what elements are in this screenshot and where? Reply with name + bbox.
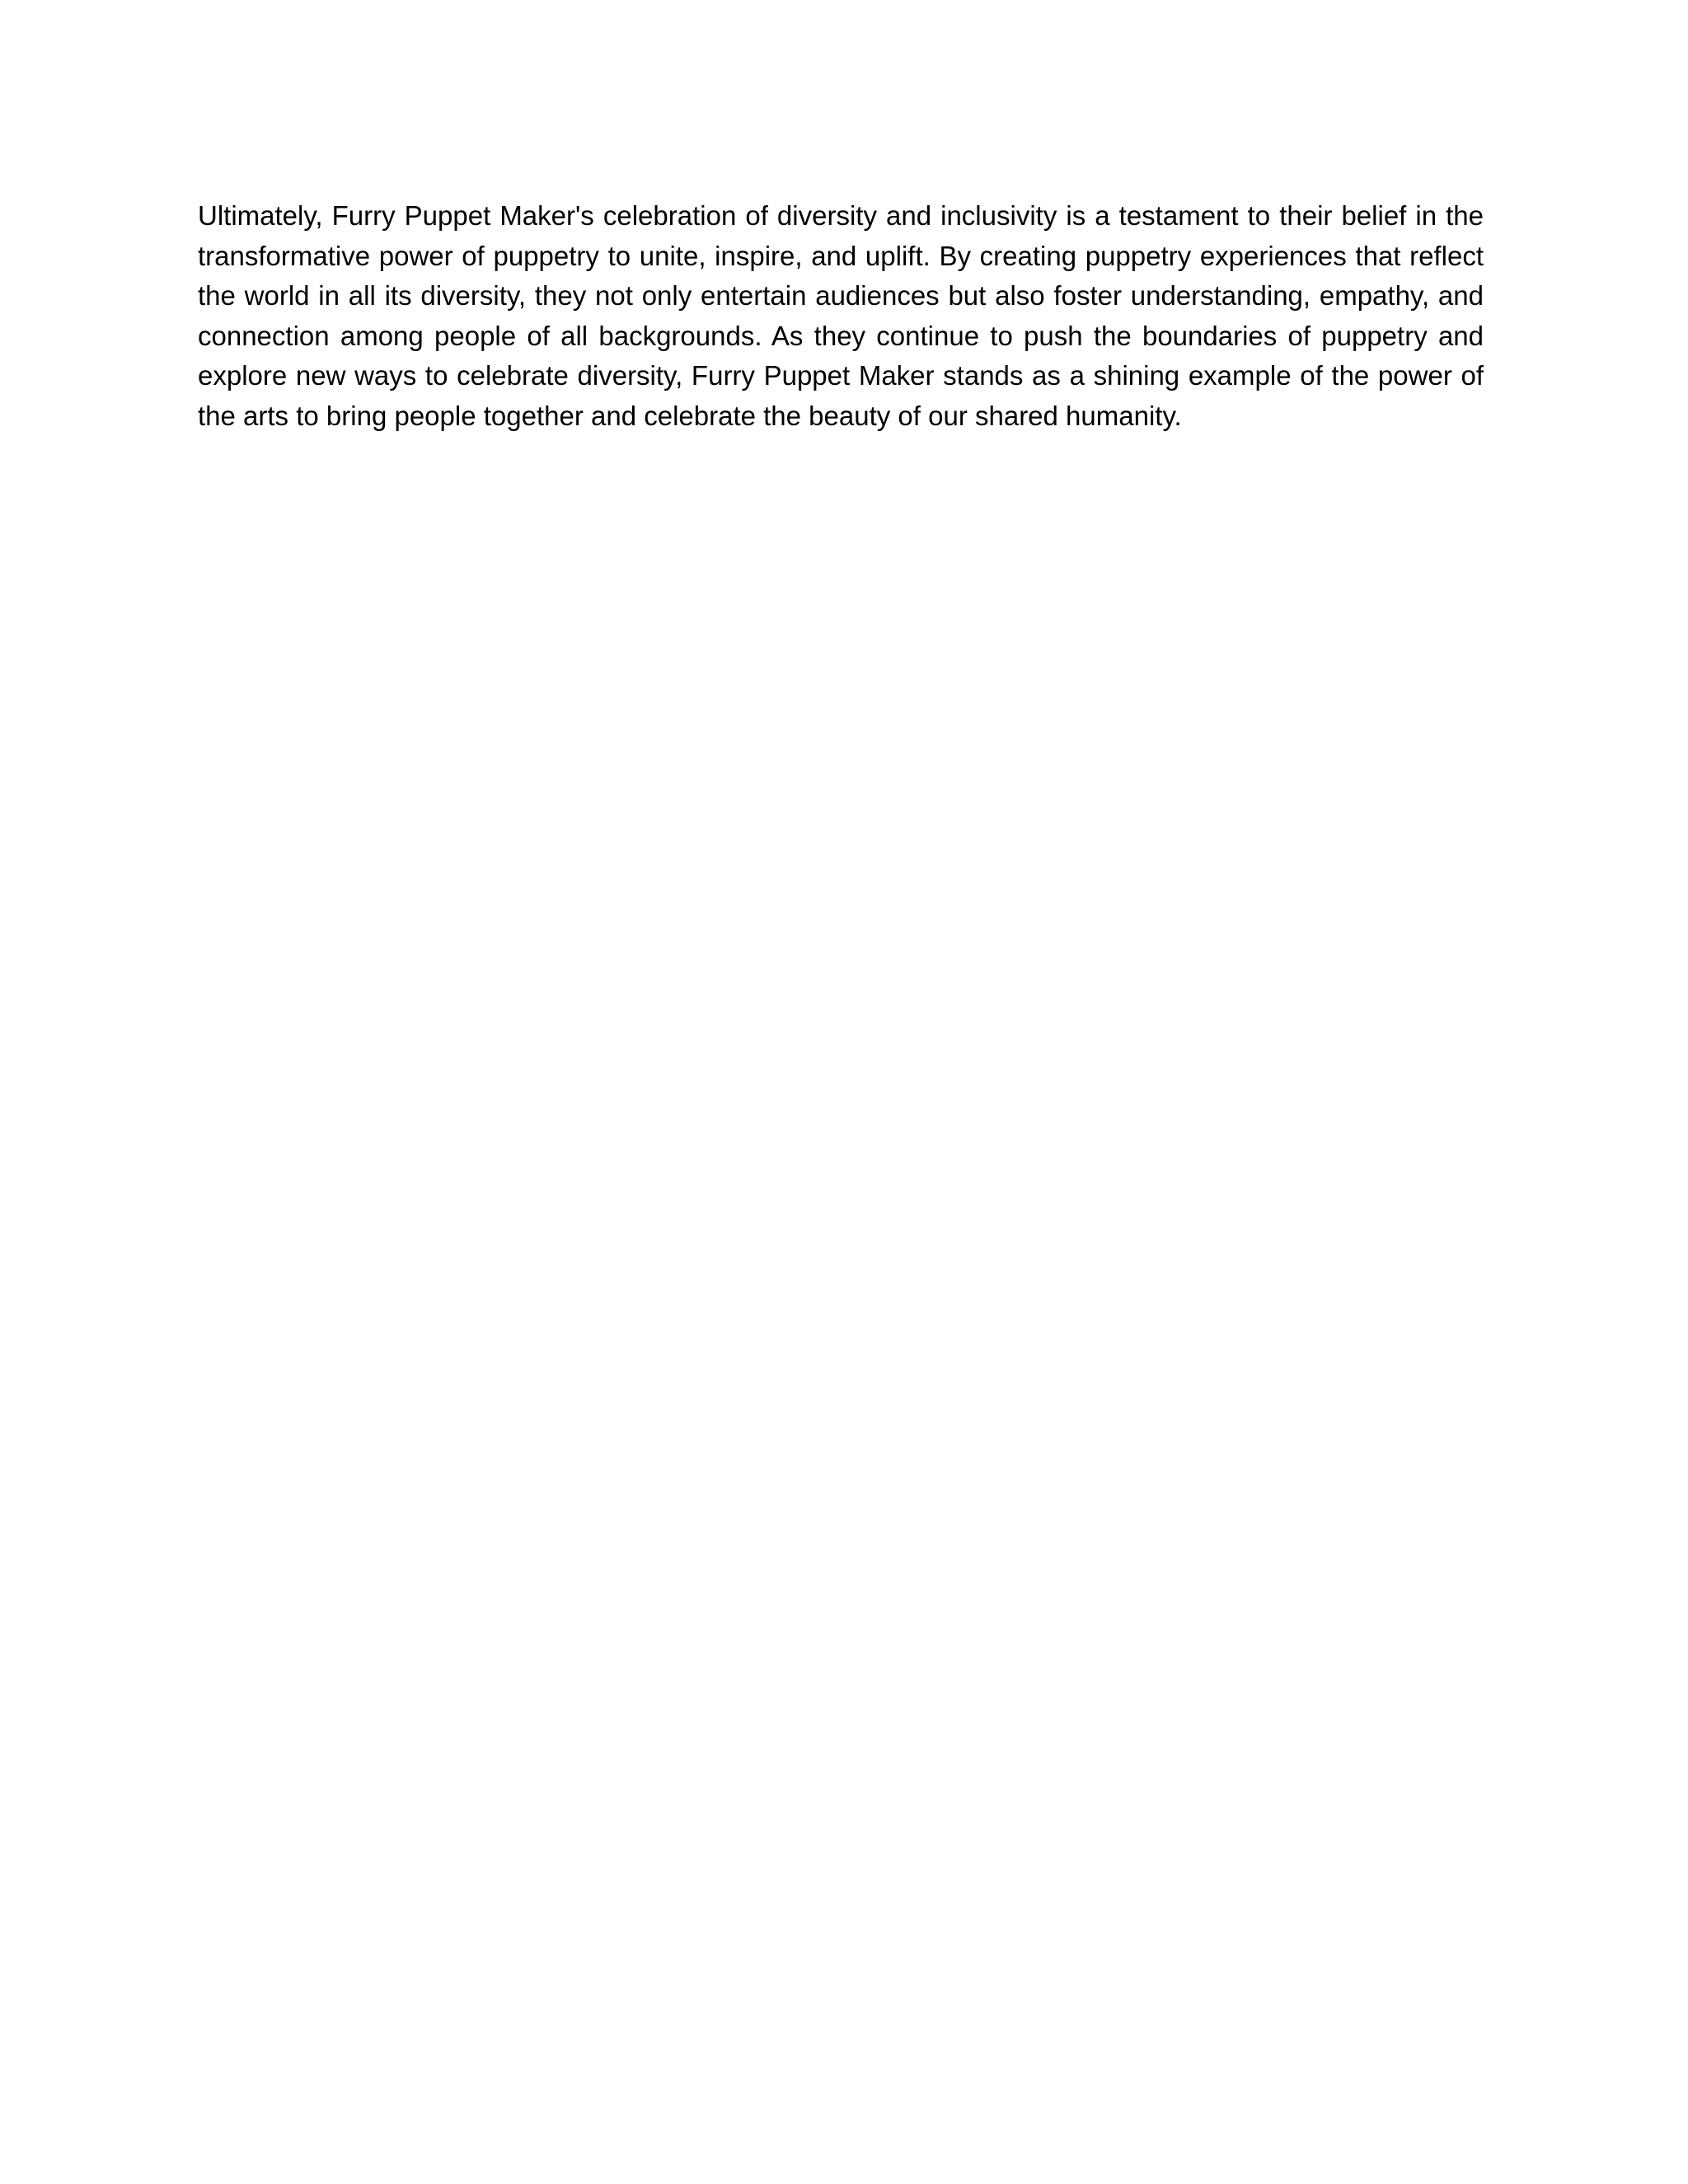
body-paragraph: Ultimately, Furry Puppet Maker's celebration of diversity and inclusivity is a testament to their belief in the transformative power of puppetry to unite, inspire, and uplift. By creating puppetry experiences that reflect the world in all its diversity, they not only entertain audiences but also foster understanding, empathy, and connection among people of all backgrounds. As they continue to push the boundaries of puppetry and explore new ways to celebrate diversity, Furry Puppet Maker stands as a shining example of the power of the arts to bring people together and celebrate the beauty of our shared humanity. <box>198 200 1484 431</box>
